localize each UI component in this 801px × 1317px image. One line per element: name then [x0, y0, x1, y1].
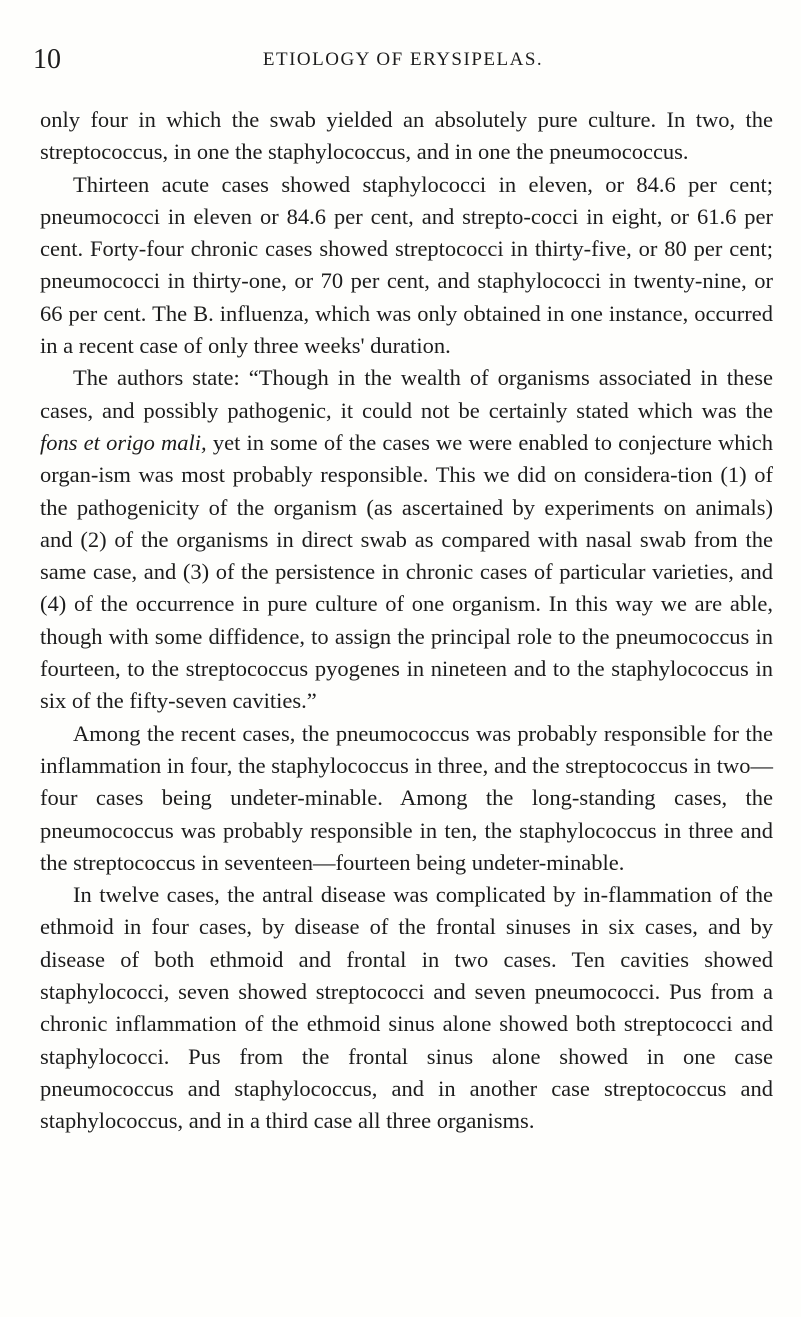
- paragraph-acute-chronic-cases: Thirteen acute cases showed staphylococci in eleven, or 84.6 per cent; pneumococci in eleven or 84.6 per cent, and strepto-cocci in eight, or 61.6 per cent. Forty-four chronic cases showed streptococci in thirty-five, or 80 per cent; pneumococci in thirty-one, or 70 per cent, and staphylococci in twenty-nine, or 66 per cent. The B. influenza, which was only obtained in one instance, occurred in a recent case of only three weeks' duration.: [40, 171, 773, 359]
- paragraph-continuation: only four in which the swab yielded an absolutely pure culture. In two, the streptococcus, in one the staphylococcus, and in one the pneumococcus.: [40, 107, 773, 165]
- latin-phrase: fons et origo mali,: [40, 429, 207, 455]
- running-title: ETIOLOGY OF ERYSIPELAS.: [262, 49, 544, 70]
- paragraph-complications: In twelve cases, the antral disease was complicated by in-flammation of the ethmoid in four cases, by disease of the frontal sinuses in six cases, and by disease of both ethmoid and frontal in two cases. Ten cavities showed staphylococci, seven showed streptococci and seven pneumococci. Pus from a chronic inflammation of the ethmoid sinus alone showed both streptococci and staphylococci. Pus from the frontal sinus alone showed in one case pneumococcus and staphylococcus, and in another case streptococcus and staphylococcus, and in a third case all three organisms.: [40, 882, 773, 1134]
- page-number: 10: [33, 44, 61, 75]
- paragraph-recent-cases: Among the recent cases, the pneumococcus was probably responsible for the inflammation in four, the staphylococcus in three, and the streptococcus in two—four cases being undeter-minable. Among the long-standing cases, the pneumococcus was probably responsible in ten, the staphylococcus in three and the streptococcus in seventeen—fourteen being undeter-minable.: [40, 720, 773, 875]
- page-header: [33, 40, 773, 80]
- paragraph-authors-quote: [40, 362, 773, 717]
- body-text: [40, 104, 773, 1138]
- quote-text-after: yet in some of the cases we were enabled to conjecture which organ-ism was most probably responsible. This we did on considera-tion (1) of the pathogenicity of the organism (as ascertained by experiments on animals) and (2) of the organisms in direct swab as compared with nasal swab from the same case, and (3) of the persistence in chronic cases of particular varieties, and (4) of the occurrence in pure culture of one organism. In this way we are able, though with some diffidence, to assign the principal role to the pneumococcus in fourteen, to the streptococcus pyogenes in nineteen and to the staphylococcus in six of the fifty-seven cavities.”: [40, 429, 773, 714]
- quote-text-before: The authors state: “Though in the wealth of organisms associated in these cases, and possibly pathogenic, it could not be certainly stated which was the: [40, 365, 773, 423]
